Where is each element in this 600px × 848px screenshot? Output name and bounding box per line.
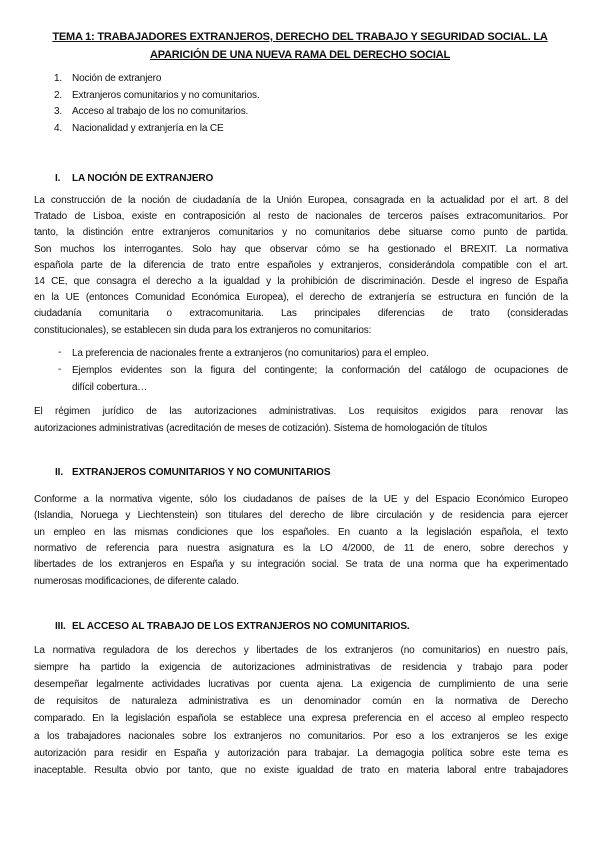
toc-item-number: 3. bbox=[54, 106, 63, 117]
paragraph-line: 14 CE, que consagra el derecho a la igualdad y la prohibición de discriminación. Desde el ingreso de España bbox=[34, 276, 568, 287]
bullet-line: Ejemplos evidentes son la figura del contingente; la conformación del catálogo de ocupaciones de bbox=[72, 365, 568, 376]
toc-item-label: Noción de extranjero bbox=[72, 73, 162, 84]
paragraph-line: ciudadanía comunitaria o extracomunitaria. Las principales diferencias de trato (consideradas bbox=[34, 308, 568, 320]
paragraph-line: autorización para residir en España y autorización para trabajar. La demagogia política sobre este tema es bbox=[34, 747, 568, 759]
paragraph-line: en la UE (entonces Comunidad Económica Europea), el derecho de extranjería se estructura en función de la bbox=[34, 292, 568, 304]
paragraph-line: siempre ha partido la exigencia de autorizaciones administrativas de residencia y trabajo para poder bbox=[34, 662, 568, 674]
paragraph-line: La normativa reguladora de los derechos y libertades de los extranjeros (no comunitarios) en nuestro país, bbox=[34, 645, 568, 656]
paragraph-line: normativo de referencia para nuestra asignatura es la LO 4/2000, de 11 de enero, sobre derechos y bbox=[34, 542, 568, 554]
section-number: III. bbox=[55, 621, 66, 632]
bullet-marker: - bbox=[58, 364, 62, 375]
paragraph-line: autorizaciones administrativas (acreditación de meses de cotización). Sistema de homologación de títulos bbox=[34, 422, 487, 434]
document-title-line-1: TEMA 1: TRABAJADORES EXTRANJEROS, DERECHO DEL TRABAJO Y SEGURIDAD SOCIAL. LA bbox=[52, 31, 548, 43]
section-number: I. bbox=[55, 173, 61, 184]
paragraph-line: constitucionales), se establecen sin duda para los extranjeros no comunitarios: bbox=[34, 324, 372, 336]
toc-item-label: Extranjeros comunitarios y no comunitarios. bbox=[72, 90, 260, 101]
toc-item-label: Nacionalidad y extranjería en la CE bbox=[72, 123, 224, 134]
bullet-marker: - bbox=[58, 347, 62, 358]
paragraph-line: Conforme a la normativa vigente, sólo los ciudadanos de países de la UE y del Espacio Económico Europeo bbox=[34, 494, 568, 505]
paragraph-line: de requisitos de naturaleza administrativa es un denominador común en la normativa de Derecho bbox=[34, 696, 568, 708]
paragraph-line: a los trabajadores nacionales sobre los extranjeros no comunitarios. Por eso a los extranjeros se les exige bbox=[34, 730, 568, 742]
bullet-line: La preferencia de nacionales frente a extranjeros (no comunitarios) para el empleo. bbox=[72, 348, 429, 359]
section-heading: LA NOCIÓN DE EXTRANJERO bbox=[72, 173, 214, 184]
paragraph-line: española parte de la diferencia de trato entre españoles y extranjeros, considerándola compatible con el art. bbox=[34, 259, 568, 271]
paragraph-line: El régimen jurídico de las autorizaciones administrativas. Los requisitos exigidos para renovar las bbox=[34, 406, 568, 417]
toc-item-number: 2. bbox=[54, 90, 63, 101]
bullet-line: difícil cobertura… bbox=[72, 381, 148, 393]
paragraph-line: tanto, la distinción entre extranjeros comunitarios y no comunitarios debe situarse como punto de partida. bbox=[34, 227, 568, 239]
paragraph-line: Son muchos los interrogantes. Solo hay que observar cómo se ha gestionado el BREXIT. La normativa bbox=[34, 243, 568, 255]
paragraph-line: Tratado de Lisboa, existe en contraposición al resto de nacionales de terceros países extracomunitarios. Por bbox=[34, 211, 568, 223]
paragraph-line: inaceptable. Resulta obvio por tanto, que no existe igualdad de trato en materia laboral entre trabajadores bbox=[34, 764, 568, 776]
toc-item-label: Acceso al trabajo de los no comunitarios. bbox=[72, 106, 249, 117]
paragraph-line: comparado. En la legislación española se establece una expresa preferencia en el acceso al empleo respecto bbox=[34, 713, 568, 725]
section-number: II. bbox=[55, 467, 64, 478]
paragraph-line: libertades de los extranjeros en España y su integración social. Se trata de una norma que ha experimentado bbox=[34, 559, 568, 571]
paragraph-line: desempeñar legalmente actividades lucrativas por cuenta ajena. La exigencia de cumplimiento de una serie bbox=[34, 679, 568, 691]
toc-item-number: 4. bbox=[54, 123, 63, 134]
toc-item-number: 1. bbox=[54, 73, 63, 84]
paragraph-line: un empleo en las mismas condiciones que los españoles. En cuanto a la legislación española, el texto bbox=[34, 526, 568, 538]
paragraph-line: numerosas modificaciones, de diferente calado. bbox=[34, 575, 239, 587]
document-title-line-2: APARICIÓN DE UNA NUEVA RAMA DEL DERECHO SOCIAL bbox=[149, 49, 451, 61]
section-heading: EL ACCESO AL TRABAJO DE LOS EXTRANJEROS NO COMUNITARIOS. bbox=[72, 621, 410, 632]
section-heading: EXTRANJEROS COMUNITARIOS Y NO COMUNITARIOS bbox=[72, 467, 331, 478]
paragraph-line: (Islandia, Noruega y Liechtenstein) son titulares del derecho de libre circulación y de residencia para ejercer bbox=[34, 510, 568, 522]
paragraph-line: La construcción de la noción de ciudadanía de la Unión Europea, consagrada en la actualidad por el art. 8 del bbox=[34, 195, 568, 206]
